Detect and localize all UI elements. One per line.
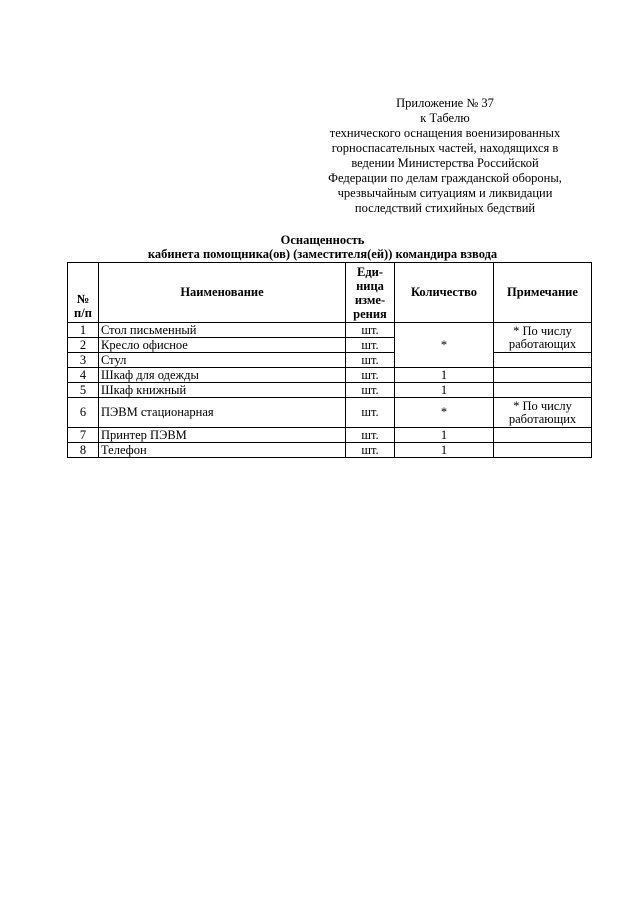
row-unit: шт. [346,353,395,368]
row-unit: шт. [346,428,395,443]
row-num: 7 [68,428,99,443]
header-unit-line: Еди- [356,264,384,279]
row-quantity: 1 [395,443,494,458]
row-unit: шт. [346,383,395,398]
row-quantity: 1 [395,428,494,443]
row-name: Шкаф книжный [99,383,346,398]
row-note [494,428,592,443]
header-unit-line: ница [356,278,384,293]
row-note: * По числу работающих [494,398,592,428]
row-num: 8 [68,443,99,458]
table-row [68,443,592,458]
row-note [494,368,592,383]
appendix-line: чрезвычайным ситуациям и ликвидации [337,186,553,200]
row-unit: шт. [346,398,395,428]
row-num: 6 [68,398,99,428]
table-row [68,398,592,428]
document-title [60,233,585,261]
row-name: Шкаф для одежды [99,368,346,383]
appendix-line: Федерации по делам гражданской обороны, [328,171,562,185]
header-unit-line: рения [353,306,387,321]
row-name: Принтер ПЭВМ [99,428,346,443]
table-row [68,383,592,398]
row-unit: шт. [346,443,395,458]
row-name: ПЭВМ стационарная [99,398,346,428]
row-name: Телефон [99,443,346,458]
row-quantity: 1 [395,368,494,383]
row-num: 2 [68,338,99,353]
row-note [494,383,592,398]
appendix-line: последствий стихийных бедствий [354,201,536,215]
appendix-line: технического оснащения военизированных [329,126,561,140]
row-name: Стул [99,353,346,368]
table-row [68,428,592,443]
table-row [68,353,592,368]
header-num-label: п/п [74,306,92,320]
row-quantity: 1 [395,383,494,398]
row-num: 5 [68,383,99,398]
header-unit [346,263,395,323]
appendix-line: к Табелю [420,111,470,125]
appendix-line: Приложение № 37 [396,96,494,110]
row-num: 1 [68,323,99,338]
table-header-row [68,263,592,323]
row-quantity: * [395,398,494,428]
row-note [494,353,592,368]
appendix-line: ведении Министерства Российской [351,156,539,170]
header-num-symbol: № [76,292,90,306]
table-row [68,368,592,383]
row-note-group: * По числу работающих [494,323,592,353]
row-num: 3 [68,353,99,368]
row-unit: шт. [346,323,395,338]
row-note [494,443,592,458]
title-line-2: кабинета помощника(ов) (заместителя(ей)) командира взвода [147,247,498,261]
title-line-1: Оснащенность [280,233,365,247]
header-num [68,263,99,323]
row-quantity-group: * [395,323,494,368]
appendix-line: горноспасательных частей, находящихся в [331,141,559,155]
row-name: Кресло офисное [99,338,346,353]
appendix-reference [300,96,590,216]
header-unit-line: изме- [354,292,386,307]
header-quantity: Количество [395,263,494,323]
row-num: 4 [68,368,99,383]
equipment-table [67,262,592,458]
row-unit: шт. [346,368,395,383]
header-name: Наименование [99,263,346,323]
row-name: Стол письменный [99,323,346,338]
header-note: Примечание [494,263,592,323]
table-row [68,323,592,338]
row-unit: шт. [346,338,395,353]
